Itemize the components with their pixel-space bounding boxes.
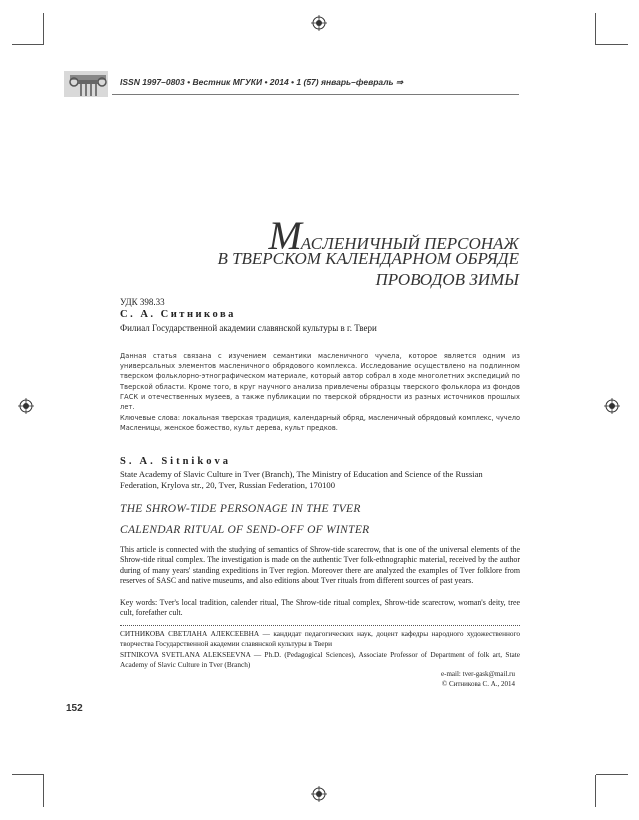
copyright-notice: © Ситникова С. А., 2014 — [441, 680, 515, 688]
registration-mark-icon — [311, 15, 327, 31]
author-affiliation-ru: Филиал Государственной академии славянской культуры в г. Твери — [120, 323, 377, 333]
keywords-en: Key words: Tver's local tradition, calender ritual, The Shrow-tide ritual complex, Shrow-tide scarecrow, woman's deity, tree cult, forefather cult. — [120, 598, 520, 618]
article-title-line-2: В ТВЕРСКОМ КАЛЕНДАРНОМ ОБРЯДЕ — [217, 249, 519, 268]
abstract-en: This article is connected with the studying of semantics of Shrow-tide scarecrow, that is one of the universal elements of the Shrow-tide ritual complex. The investigation is made on the authentic Tver folk-ethnographic material, received by the author during of many years' standing expeditions in Tver region. Moreover there are analyzed the examples of Tver folklore from reserves of SASC and native museums, and also editions about Tver rituals from different sources of past years. — [120, 545, 520, 586]
registration-mark-icon — [18, 398, 34, 414]
abstract-ru: Данная статья связана с изучением семантики масленичного чучела, которое является одним из универсальных элементов масленичного обрядового комплекса. Исследование осуществлено на подлинном тверском фольклорно-этнографическом материале, который автор собрал в ходе многолетних экспедиций по Тверской области. Кроме того, в круг научного анализа привлечены образцы тверского фольклора из фондов ГАСК и отечественных музеев, а также публикации по тверской обрядности из разных источников прошлых лет. — [120, 352, 520, 412]
author-email[interactable]: e-mail: tver-gask@mail.ru — [441, 670, 515, 678]
crop-mark — [12, 774, 44, 775]
crop-mark — [596, 774, 628, 775]
page-number: 152 — [66, 703, 83, 714]
registration-mark-icon — [311, 786, 327, 802]
title-line-1-rest: АСЛЕНИЧНЫЙ ПЕРСОНАЖ — [300, 234, 519, 253]
running-head: ISSN 1997–0803 • Вестник МГУКИ • 2014 • 1 (57) январь–февраль ⇒ — [120, 77, 404, 87]
crop-mark — [43, 775, 44, 807]
header-rule — [112, 94, 519, 95]
crop-mark — [12, 44, 44, 45]
crop-mark — [595, 775, 596, 807]
title-initial: М — [268, 213, 301, 258]
author-name-en: S. A. Sitnikova — [120, 456, 231, 467]
crop-mark — [596, 44, 628, 45]
keywords-ru: Ключевые слова: локальная тверская традиция, календарный обряд, масленичный обрядовый комплекс, чучело Масленицы, женское божество, культ дерева, культ предков. — [120, 414, 520, 433]
article-title-en-line-2: CALENDAR RITUAL OF SEND-OFF OF WINTER — [120, 524, 370, 536]
author-bio-ru: СИТНИКОВА СВЕТЛАНА АЛЕКСЕЕВНА — кандидат педагогических наук, доцент кафедры народного художественного творчества Государственной академии славянской культуры в Твери — [120, 629, 520, 648]
author-affiliation-en: State Academy of Slavic Culture in Tver (Branch), The Ministry of Education and Science of the Russian Federation, Krylova str., 20, Tver, Russian Federation, 170100 — [120, 469, 483, 490]
udk-code: УДК 398.33 — [120, 297, 165, 307]
crop-mark — [43, 13, 44, 45]
registration-mark-icon — [604, 398, 620, 414]
dotted-separator — [120, 625, 520, 626]
article-title-line-3: ПРОВОДОВ ЗИМЫ — [375, 270, 519, 289]
crop-mark — [595, 13, 596, 45]
author-name-ru: С. А. Ситникова — [120, 309, 236, 320]
article-title-en-line-1: THE SHROW-TIDE PERSONAGE IN THE TVER — [120, 503, 361, 515]
author-bio-en: SITNIKOVA SVETLANA ALEKSEEVNA — Ph.D. (Pedagogical Sciences), Associate Professor of Department of folk art, State Academy of Slavic Culture in Tver (Branch) — [120, 650, 520, 669]
column-capital-logo-icon — [62, 65, 114, 103]
